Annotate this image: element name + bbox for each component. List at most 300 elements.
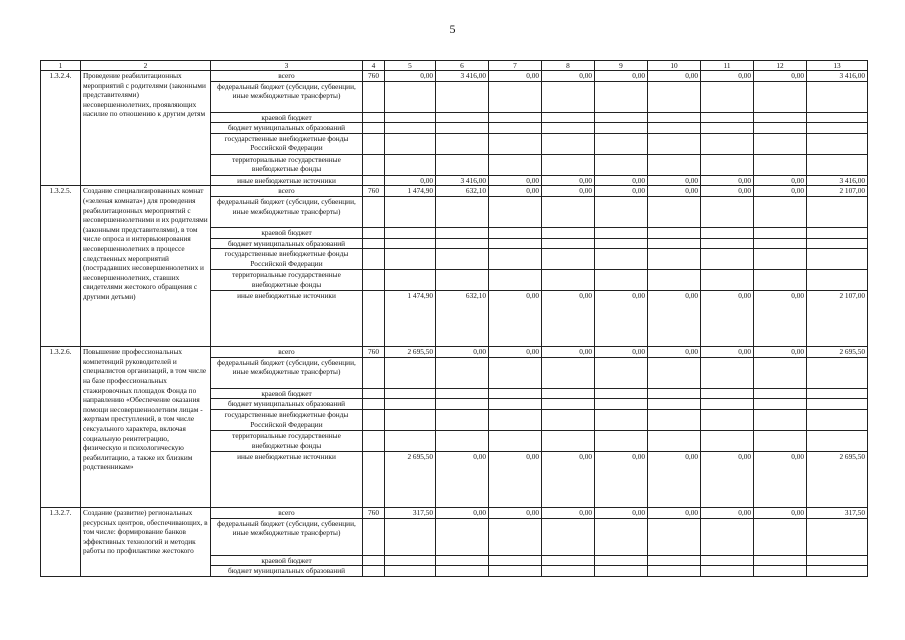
value-col-8: 0,00 bbox=[542, 451, 595, 507]
empty-cell bbox=[648, 249, 701, 270]
empty-cell bbox=[807, 399, 868, 410]
empty-cell bbox=[701, 227, 754, 238]
value-col-7: 0,00 bbox=[489, 347, 542, 358]
empty-cell bbox=[436, 555, 489, 566]
empty-cell bbox=[363, 154, 385, 175]
empty-cell bbox=[807, 518, 868, 555]
empty-cell bbox=[595, 430, 648, 451]
empty-cell bbox=[542, 357, 595, 388]
empty-cell bbox=[595, 227, 648, 238]
empty-cell bbox=[385, 357, 436, 388]
empty-cell bbox=[542, 112, 595, 123]
empty-cell bbox=[648, 566, 701, 577]
value-col-10: 0,00 bbox=[648, 186, 701, 197]
empty-cell bbox=[648, 133, 701, 154]
value-col-10: 0,00 bbox=[648, 291, 701, 347]
funding-source: бюджет муниципальных образований bbox=[211, 238, 363, 249]
empty-cell bbox=[754, 555, 807, 566]
value-col-7: 0,00 bbox=[489, 451, 542, 507]
funding-source: федеральный бюджет (субсидии, субвенции, иные межбюджетные трансферты) bbox=[211, 196, 363, 227]
empty-cell bbox=[385, 518, 436, 555]
funding-source: всего bbox=[211, 507, 363, 518]
empty-cell bbox=[754, 399, 807, 410]
item-name: Создание специализированных комнат («зеленая комната») для проведения реабилитационных мероприятий с несовершеннолетними и их родителями (законными представителями), в том числе опроса и интервьюирования несовершеннолетних в процессе следственных мероприятий (пострадавших несовершеннолетних и несовершеннолетних, ставших свидетелями жестокого обращения с другими детьми) bbox=[81, 186, 211, 347]
empty-cell bbox=[701, 555, 754, 566]
empty-cell bbox=[648, 270, 701, 291]
column-header-4: 4 bbox=[363, 61, 385, 71]
empty-cell bbox=[489, 566, 542, 577]
empty-cell bbox=[489, 357, 542, 388]
empty-cell bbox=[648, 518, 701, 555]
empty-cell bbox=[701, 196, 754, 227]
empty-cell bbox=[701, 399, 754, 410]
column-header-13: 13 bbox=[807, 61, 868, 71]
empty-cell bbox=[363, 388, 385, 399]
empty-cell bbox=[542, 566, 595, 577]
empty-cell bbox=[385, 81, 436, 112]
empty-cell bbox=[754, 430, 807, 451]
empty-cell bbox=[754, 388, 807, 399]
value-col-9: 0,00 bbox=[595, 186, 648, 197]
empty-cell bbox=[754, 518, 807, 555]
column-header-3: 3 bbox=[211, 61, 363, 71]
empty-cell bbox=[489, 518, 542, 555]
empty-cell bbox=[385, 566, 436, 577]
value-col-6: 0,00 bbox=[436, 507, 489, 518]
empty-cell bbox=[648, 81, 701, 112]
empty-cell bbox=[754, 123, 807, 134]
empty-cell bbox=[754, 566, 807, 577]
value-col-12: 0,00 bbox=[754, 451, 807, 507]
value-col-8: 0,00 bbox=[542, 291, 595, 347]
empty-cell bbox=[595, 123, 648, 134]
empty-cell bbox=[648, 399, 701, 410]
value-col-6: 3 416,00 bbox=[436, 71, 489, 82]
empty-cell bbox=[701, 123, 754, 134]
funding-source: всего bbox=[211, 186, 363, 197]
empty-cell bbox=[754, 357, 807, 388]
empty-cell bbox=[542, 388, 595, 399]
kbk-code: 760 bbox=[363, 186, 385, 197]
empty-cell bbox=[489, 249, 542, 270]
empty-cell bbox=[385, 270, 436, 291]
empty-cell bbox=[436, 196, 489, 227]
empty-cell bbox=[436, 81, 489, 112]
value-col-5: 1 474,90 bbox=[385, 291, 436, 347]
empty-cell bbox=[363, 270, 385, 291]
value-col-7: 0,00 bbox=[489, 291, 542, 347]
empty-cell bbox=[648, 238, 701, 249]
empty-cell bbox=[595, 81, 648, 112]
funding-source: иные внебюджетные источники bbox=[211, 175, 363, 186]
empty-cell bbox=[436, 238, 489, 249]
value-col-11: 0,00 bbox=[701, 186, 754, 197]
value-col-11: 0,00 bbox=[701, 71, 754, 82]
empty-cell bbox=[754, 81, 807, 112]
section-1.3.2.4.-row-0 bbox=[41, 71, 868, 82]
empty-cell bbox=[436, 518, 489, 555]
value-col-13: 2 107,00 bbox=[807, 186, 868, 197]
empty-cell bbox=[648, 357, 701, 388]
column-header-12: 12 bbox=[754, 61, 807, 71]
value-col-6: 0,00 bbox=[436, 347, 489, 358]
empty-cell bbox=[701, 430, 754, 451]
funding-source: государственные внебюджетные фонды Российской Федерации bbox=[211, 133, 363, 154]
empty-cell bbox=[807, 555, 868, 566]
empty-cell bbox=[385, 249, 436, 270]
empty-cell bbox=[648, 154, 701, 175]
empty-cell bbox=[489, 154, 542, 175]
empty-cell bbox=[363, 518, 385, 555]
empty-cell bbox=[385, 154, 436, 175]
section-1.3.2.5.-row-0 bbox=[41, 186, 868, 197]
funding-source: бюджет муниципальных образований bbox=[211, 123, 363, 134]
empty-cell bbox=[595, 409, 648, 430]
column-header-1: 1 bbox=[41, 61, 81, 71]
value-col-9: 0,00 bbox=[595, 451, 648, 507]
empty-cell bbox=[807, 196, 868, 227]
value-col-12: 0,00 bbox=[754, 347, 807, 358]
empty-cell bbox=[542, 409, 595, 430]
empty-cell bbox=[436, 123, 489, 134]
value-col-7: 0,00 bbox=[489, 507, 542, 518]
value-col-5: 2 695,50 bbox=[385, 347, 436, 358]
empty-cell bbox=[385, 123, 436, 134]
empty-cell bbox=[701, 270, 754, 291]
empty-cell bbox=[595, 518, 648, 555]
empty-cell bbox=[385, 388, 436, 399]
empty-cell bbox=[754, 270, 807, 291]
section-1.3.2.6.-row-0 bbox=[41, 347, 868, 358]
empty-cell bbox=[385, 555, 436, 566]
kbk-code-empty bbox=[363, 451, 385, 507]
empty-cell bbox=[542, 154, 595, 175]
value-col-10: 0,00 bbox=[648, 347, 701, 358]
empty-cell bbox=[595, 249, 648, 270]
empty-cell bbox=[489, 388, 542, 399]
empty-cell bbox=[595, 133, 648, 154]
empty-cell bbox=[701, 357, 754, 388]
value-col-13: 2 695,50 bbox=[807, 451, 868, 507]
value-col-10: 0,00 bbox=[648, 175, 701, 186]
empty-cell bbox=[754, 154, 807, 175]
value-col-8: 0,00 bbox=[542, 186, 595, 197]
empty-cell bbox=[363, 112, 385, 123]
funding-source: территориальные государственные внебюджетные фонды bbox=[211, 154, 363, 175]
empty-cell bbox=[648, 227, 701, 238]
value-col-13: 3 416,00 bbox=[807, 71, 868, 82]
funding-source: государственные внебюджетные фонды Российской Федерации bbox=[211, 249, 363, 270]
kbk-code-empty bbox=[363, 175, 385, 186]
item-number: 1.3.2.5. bbox=[41, 186, 81, 347]
value-col-5: 0,00 bbox=[385, 71, 436, 82]
value-col-8: 0,00 bbox=[542, 71, 595, 82]
value-col-11: 0,00 bbox=[701, 451, 754, 507]
empty-cell bbox=[542, 123, 595, 134]
empty-cell bbox=[807, 238, 868, 249]
empty-cell bbox=[701, 249, 754, 270]
empty-cell bbox=[807, 357, 868, 388]
value-col-9: 0,00 bbox=[595, 507, 648, 518]
empty-cell bbox=[754, 112, 807, 123]
value-col-5: 317,50 bbox=[385, 507, 436, 518]
value-col-8: 0,00 bbox=[542, 507, 595, 518]
empty-cell bbox=[436, 409, 489, 430]
kbk-code: 760 bbox=[363, 347, 385, 358]
empty-cell bbox=[363, 566, 385, 577]
value-col-6: 0,00 bbox=[436, 451, 489, 507]
empty-cell bbox=[648, 112, 701, 123]
value-col-8: 0,00 bbox=[542, 175, 595, 186]
value-col-13: 317,50 bbox=[807, 507, 868, 518]
section-1.3.2.7.-row-0 bbox=[41, 507, 868, 518]
column-header-7: 7 bbox=[489, 61, 542, 71]
empty-cell bbox=[436, 399, 489, 410]
empty-cell bbox=[542, 133, 595, 154]
empty-cell bbox=[701, 409, 754, 430]
empty-cell bbox=[436, 133, 489, 154]
empty-cell bbox=[807, 227, 868, 238]
empty-cell bbox=[595, 555, 648, 566]
funding-source: краевой бюджет bbox=[211, 112, 363, 123]
empty-cell bbox=[363, 133, 385, 154]
empty-cell bbox=[595, 154, 648, 175]
empty-cell bbox=[595, 357, 648, 388]
column-header-6: 6 bbox=[436, 61, 489, 71]
empty-cell bbox=[595, 112, 648, 123]
empty-cell bbox=[701, 388, 754, 399]
value-col-10: 0,00 bbox=[648, 71, 701, 82]
page-number: 5 bbox=[449, 22, 456, 36]
empty-cell bbox=[363, 357, 385, 388]
empty-cell bbox=[701, 566, 754, 577]
column-header-9: 9 bbox=[595, 61, 648, 71]
empty-cell bbox=[595, 566, 648, 577]
empty-cell bbox=[648, 123, 701, 134]
empty-cell bbox=[595, 238, 648, 249]
empty-cell bbox=[489, 133, 542, 154]
empty-cell bbox=[363, 249, 385, 270]
value-col-13: 2 107,00 bbox=[807, 291, 868, 347]
value-col-13: 2 695,50 bbox=[807, 347, 868, 358]
empty-cell bbox=[542, 196, 595, 227]
empty-cell bbox=[701, 154, 754, 175]
empty-cell bbox=[701, 518, 754, 555]
empty-cell bbox=[754, 409, 807, 430]
empty-cell bbox=[542, 555, 595, 566]
empty-cell bbox=[363, 238, 385, 249]
column-header-8: 8 bbox=[542, 61, 595, 71]
empty-cell bbox=[595, 388, 648, 399]
value-col-12: 0,00 bbox=[754, 175, 807, 186]
empty-cell bbox=[754, 227, 807, 238]
funding-source: федеральный бюджет (субсидии, субвенции, иные межбюджетные трансферты) bbox=[211, 81, 363, 112]
empty-cell bbox=[542, 238, 595, 249]
column-header-5: 5 bbox=[385, 61, 436, 71]
item-number: 1.3.2.6. bbox=[41, 347, 81, 508]
item-number: 1.3.2.7. bbox=[41, 507, 81, 576]
empty-cell bbox=[385, 399, 436, 410]
empty-cell bbox=[489, 430, 542, 451]
empty-cell bbox=[754, 133, 807, 154]
funding-source: федеральный бюджет (субсидии, субвенции, иные межбюджетные трансферты) bbox=[211, 518, 363, 555]
value-col-11: 0,00 bbox=[701, 291, 754, 347]
empty-cell bbox=[436, 357, 489, 388]
value-col-9: 0,00 bbox=[595, 291, 648, 347]
value-col-7: 0,00 bbox=[489, 186, 542, 197]
empty-cell bbox=[363, 555, 385, 566]
value-col-6: 632,10 bbox=[436, 291, 489, 347]
empty-cell bbox=[542, 81, 595, 112]
empty-cell bbox=[701, 112, 754, 123]
empty-cell bbox=[648, 430, 701, 451]
value-col-12: 0,00 bbox=[754, 186, 807, 197]
empty-cell bbox=[436, 249, 489, 270]
value-col-8: 0,00 bbox=[542, 347, 595, 358]
empty-cell bbox=[489, 123, 542, 134]
empty-cell bbox=[385, 133, 436, 154]
empty-cell bbox=[542, 518, 595, 555]
empty-cell bbox=[701, 133, 754, 154]
value-col-12: 0,00 bbox=[754, 507, 807, 518]
empty-cell bbox=[807, 123, 868, 134]
empty-cell bbox=[542, 399, 595, 410]
empty-cell bbox=[385, 112, 436, 123]
value-col-10: 0,00 bbox=[648, 451, 701, 507]
empty-cell bbox=[489, 227, 542, 238]
value-col-11: 0,00 bbox=[701, 347, 754, 358]
empty-cell bbox=[436, 227, 489, 238]
empty-cell bbox=[807, 112, 868, 123]
funding-source: государственные внебюджетные фонды Российской Федерации bbox=[211, 409, 363, 430]
empty-cell bbox=[489, 196, 542, 227]
empty-cell bbox=[807, 388, 868, 399]
item-name: Проведение реабилитационных мероприятий с родителями (законными представителями) несовершеннолетних, проявляющих насилие по отношению к другим детям bbox=[81, 71, 211, 186]
empty-cell bbox=[436, 112, 489, 123]
empty-cell bbox=[648, 409, 701, 430]
kbk-code: 760 bbox=[363, 71, 385, 82]
value-col-10: 0,00 bbox=[648, 507, 701, 518]
empty-cell bbox=[363, 430, 385, 451]
funding-source: федеральный бюджет (субсидии, субвенции, иные межбюджетные трансферты) bbox=[211, 357, 363, 388]
empty-cell bbox=[595, 196, 648, 227]
funding-source: краевой бюджет bbox=[211, 388, 363, 399]
budget-table bbox=[40, 60, 868, 577]
empty-cell bbox=[385, 409, 436, 430]
value-col-6: 3 416,00 bbox=[436, 175, 489, 186]
value-col-13: 3 416,00 bbox=[807, 175, 868, 186]
empty-cell bbox=[542, 249, 595, 270]
value-col-7: 0,00 bbox=[489, 71, 542, 82]
empty-cell bbox=[436, 566, 489, 577]
item-number: 1.3.2.4. bbox=[41, 71, 81, 186]
empty-cell bbox=[385, 196, 436, 227]
empty-cell bbox=[489, 238, 542, 249]
empty-cell bbox=[807, 430, 868, 451]
empty-cell bbox=[363, 399, 385, 410]
empty-cell bbox=[436, 154, 489, 175]
empty-cell bbox=[436, 388, 489, 399]
empty-cell bbox=[489, 409, 542, 430]
funding-source: территориальные государственные внебюджетные фонды bbox=[211, 430, 363, 451]
empty-cell bbox=[807, 81, 868, 112]
value-col-11: 0,00 bbox=[701, 175, 754, 186]
empty-cell bbox=[595, 270, 648, 291]
funding-source: краевой бюджет bbox=[211, 555, 363, 566]
empty-cell bbox=[807, 566, 868, 577]
empty-cell bbox=[648, 555, 701, 566]
empty-cell bbox=[542, 227, 595, 238]
empty-cell bbox=[542, 270, 595, 291]
funding-source: бюджет муниципальных образований bbox=[211, 399, 363, 410]
kbk-code-empty bbox=[363, 291, 385, 347]
empty-cell bbox=[363, 123, 385, 134]
funding-source: бюджет муниципальных образований bbox=[211, 566, 363, 577]
empty-cell bbox=[489, 555, 542, 566]
empty-cell bbox=[542, 430, 595, 451]
empty-cell bbox=[701, 238, 754, 249]
empty-cell bbox=[595, 399, 648, 410]
funding-source: иные внебюджетные источники bbox=[211, 291, 363, 347]
value-col-5: 2 695,50 bbox=[385, 451, 436, 507]
funding-source: иные внебюджетные источники bbox=[211, 451, 363, 507]
empty-cell bbox=[754, 238, 807, 249]
empty-cell bbox=[363, 227, 385, 238]
empty-cell bbox=[807, 409, 868, 430]
funding-source: всего bbox=[211, 71, 363, 82]
empty-cell bbox=[385, 238, 436, 249]
value-col-5: 0,00 bbox=[385, 175, 436, 186]
empty-cell bbox=[489, 399, 542, 410]
item-name: Повышение профессиональных компетенций руководителей и специалистов организаций, в том числе на базе профессиональных стажировочных площадок Фонда по направлению «Обеспечение оказания помощи несовершеннолетним лицам - жертвам преступлений, в том числе сексуального характера, включая социальную реинтеграцию, физическую и психологическую реабилитацию, а также их близким родственникам» bbox=[81, 347, 211, 508]
empty-cell bbox=[807, 133, 868, 154]
empty-cell bbox=[648, 388, 701, 399]
column-header-10: 10 bbox=[648, 61, 701, 71]
empty-cell bbox=[754, 249, 807, 270]
empty-cell bbox=[701, 81, 754, 112]
funding-source: краевой бюджет bbox=[211, 227, 363, 238]
kbk-code: 760 bbox=[363, 507, 385, 518]
empty-cell bbox=[385, 227, 436, 238]
empty-cell bbox=[489, 112, 542, 123]
column-header-2: 2 bbox=[81, 61, 211, 71]
column-header-11: 11 bbox=[701, 61, 754, 71]
empty-cell bbox=[807, 154, 868, 175]
empty-cell bbox=[489, 270, 542, 291]
header-row bbox=[41, 61, 868, 71]
empty-cell bbox=[648, 196, 701, 227]
empty-cell bbox=[754, 196, 807, 227]
empty-cell bbox=[363, 196, 385, 227]
item-name: Создание (развитие) региональных ресурсных центров, обеспечивающих, в том числе: формирование банков эффективных технологий и методик работы по профилактике жестокого bbox=[81, 507, 211, 576]
value-col-6: 632,10 bbox=[436, 186, 489, 197]
value-col-9: 0,00 bbox=[595, 347, 648, 358]
funding-source: всего bbox=[211, 347, 363, 358]
value-col-12: 0,00 bbox=[754, 71, 807, 82]
value-col-7: 0,00 bbox=[489, 175, 542, 186]
value-col-5: 1 474,90 bbox=[385, 186, 436, 197]
empty-cell bbox=[807, 270, 868, 291]
value-col-9: 0,00 bbox=[595, 175, 648, 186]
empty-cell bbox=[436, 430, 489, 451]
empty-cell bbox=[807, 249, 868, 270]
funding-source: территориальные государственные внебюджетные фонды bbox=[211, 270, 363, 291]
empty-cell bbox=[436, 270, 489, 291]
value-col-12: 0,00 bbox=[754, 291, 807, 347]
empty-cell bbox=[363, 81, 385, 112]
empty-cell bbox=[385, 430, 436, 451]
empty-cell bbox=[363, 409, 385, 430]
